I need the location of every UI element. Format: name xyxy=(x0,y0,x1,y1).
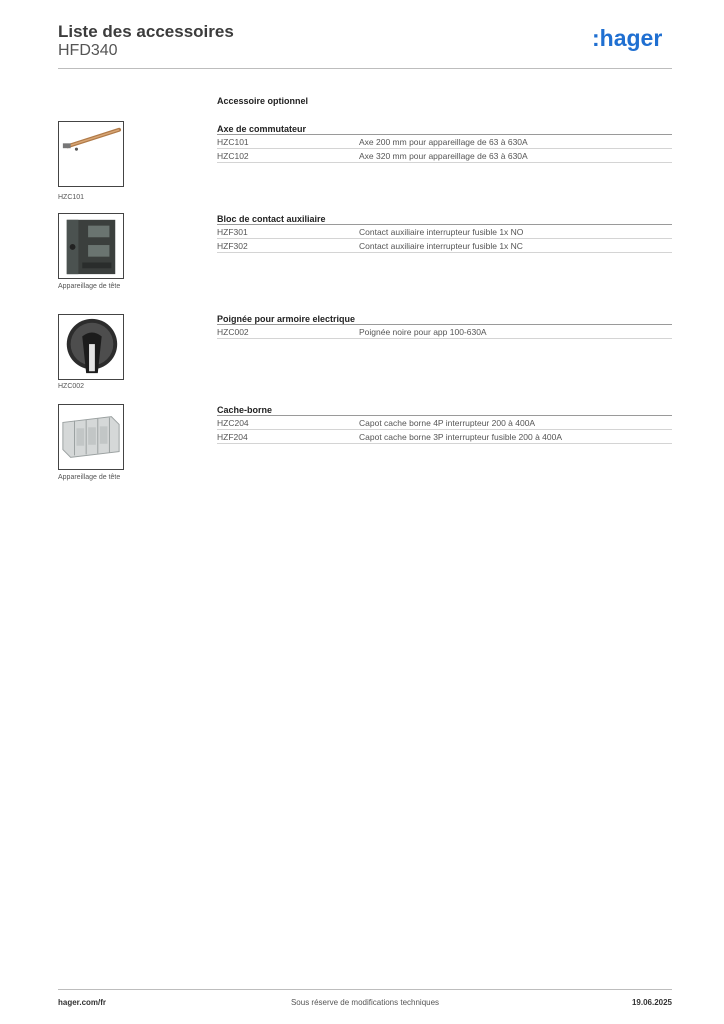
article-ref: HZC101 xyxy=(217,137,249,147)
group-title: Poignée pour armoire electrique xyxy=(217,313,672,325)
product-image-terminal-cover xyxy=(58,404,124,470)
section-title: Accessoire optionnel xyxy=(217,96,309,106)
group-title: Cache-borne xyxy=(217,404,672,416)
accessory-group-handle xyxy=(217,313,672,339)
article-description: Axe 200 mm pour appareillage de 63 à 630A xyxy=(359,137,528,147)
article-description: Contact auxiliaire interrupteur fusible 1x NO xyxy=(359,227,524,237)
table-row xyxy=(217,430,672,444)
group-title: Bloc de contact auxiliaire xyxy=(217,213,672,225)
hager-logo-text: :hager xyxy=(592,26,663,51)
image-caption: Appareillage de tête xyxy=(58,283,121,290)
article-ref: HZC102 xyxy=(217,151,249,161)
article-ref: HZF301 xyxy=(217,227,248,237)
article-description: Capot cache borne 3P interrupteur fusible 200 à 400A xyxy=(359,432,563,442)
image-caption: HZC101 xyxy=(58,194,85,201)
footer-notice: Sous réserve de modifications techniques xyxy=(290,998,440,1007)
accessory-group-contact xyxy=(217,213,672,253)
article-description: Poignée noire pour app 100-630A xyxy=(359,327,487,337)
website-link[interactable]: hager.com/fr xyxy=(58,998,107,1007)
footer-divider xyxy=(58,989,672,990)
image-caption: Appareillage de tête xyxy=(58,474,121,481)
contact-block-image xyxy=(59,214,123,278)
article-description: Capot cache borne 4P interrupteur 200 à 400A xyxy=(359,418,536,428)
shaft-image xyxy=(59,122,123,186)
group-title: Axe de commutateur xyxy=(217,123,672,135)
product-reference: HFD340 xyxy=(58,42,118,59)
hager-logo xyxy=(592,26,672,52)
table-row xyxy=(217,225,672,239)
image-caption: HZC002 xyxy=(58,383,85,390)
article-ref: HZF204 xyxy=(217,432,248,442)
accessory-group-axe xyxy=(217,123,672,163)
article-ref: HZC002 xyxy=(217,327,249,337)
product-image-contact-block xyxy=(58,213,124,279)
terminal-cover-image xyxy=(59,405,123,469)
table-row xyxy=(217,416,672,430)
accessory-group-cover xyxy=(217,404,672,444)
page-title: Liste des accessoires xyxy=(58,22,234,41)
product-image-hzc101 xyxy=(58,121,124,187)
table-row xyxy=(217,135,672,149)
header-divider xyxy=(58,68,672,69)
footer-date: 19.06.2025 xyxy=(631,998,672,1007)
table-row xyxy=(217,149,672,163)
article-ref: HZC204 xyxy=(217,418,249,428)
article-ref: HZF302 xyxy=(217,241,248,251)
page-header xyxy=(58,22,672,60)
product-image-hzc002 xyxy=(58,314,124,380)
table-row xyxy=(217,325,672,339)
table-row xyxy=(217,239,672,253)
handle-image xyxy=(59,315,123,379)
article-description: Axe 320 mm pour appareillage de 63 à 630A xyxy=(359,151,528,161)
article-description: Contact auxiliaire interrupteur fusible 1x NC xyxy=(359,241,523,251)
